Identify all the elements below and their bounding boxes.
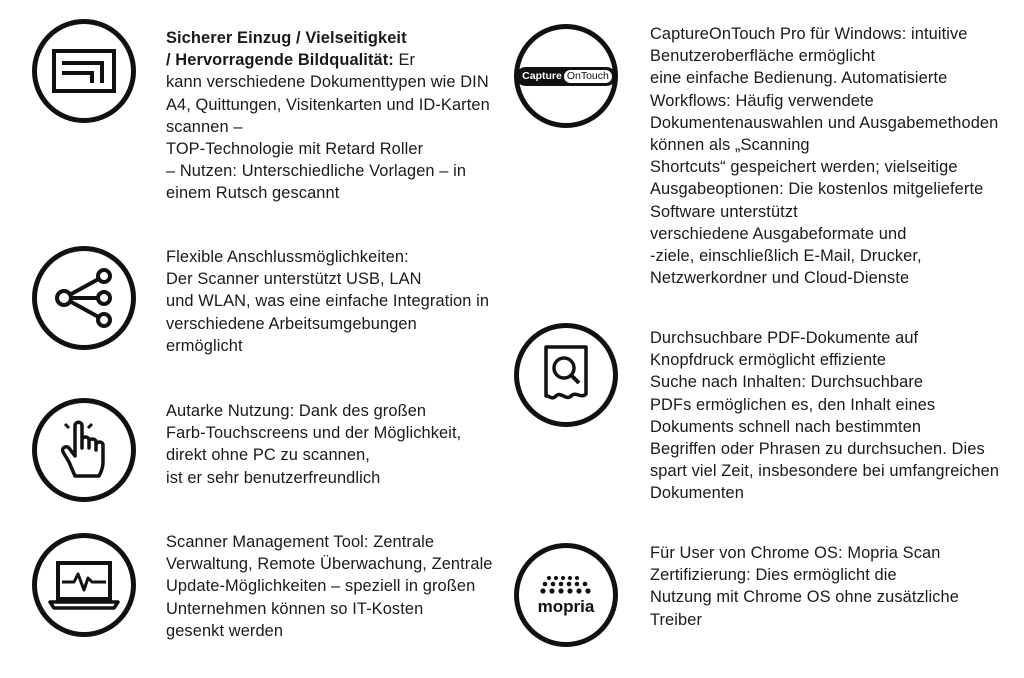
feature-connectivity-text: Flexible Anschlussmöglichkeiten: Der Scanner unterstützt USB, LAN und WLAN, was eine einfache Integration in verschiedene Arbeitsumgebungen ermöglicht — [166, 248, 490, 355]
laptop-monitoring-icon — [32, 533, 136, 637]
document-scan-icon — [32, 19, 136, 123]
feature-management-text: Scanner Management Tool: Zentrale Verwaltung, Remote Überwachung, Zentrale Update-Möglichkeiten – speziell in großen Unternehmen können so IT-Kosten gesenkt werden — [166, 533, 493, 640]
document-search-icon — [514, 323, 618, 427]
feature-intake-body: Er kann verschiedene Dokumenttypen wie DIN A4, Quittungen, Visitenkarten und ID-Karten scannen – TOP-Technologie mit Retard Roller – Nutzen: Unterschiedliche Vorlagen – in einem Rutsch gescannt — [166, 51, 490, 203]
captureontouch-logo-right: OnTouch — [564, 70, 612, 83]
mopria-logo-text: mopria — [537, 597, 595, 616]
feature-captureontouch-text: CaptureOnTouch Pro für Windows: intuitive Benutzeroberfläche ermöglicht eine einfache Bedienung. Automatisierte Workflows: Häufig verwendete Dokumentenauswahlen und Ausgabemethoden können als „Scanning Shortcuts“ gespeichert werden; vielseitige Ausgabeoptionen: Die kostenlos mitgelieferte Software unterstützt verschiedene Ausgabeformate und -ziele, einschließlich E-Mail, Drucker, Netzwerkordner und Cloud-Dienste — [650, 25, 999, 288]
mopria-logo-icon — [514, 543, 618, 647]
feature-standalone-text: Autarke Nutzung: Dank des großen Farb-Touchscreens und der Möglichkeit, direkt ohne PC zu scannen, ist er sehr benutzerfreundlich — [166, 402, 462, 487]
share-network-icon — [32, 246, 136, 350]
feature-intake-text — [166, 27, 496, 205]
captureontouch-logo-left: Capture — [522, 69, 562, 82]
captureontouch-logo-icon — [514, 24, 618, 128]
feature-intake-title: Sicherer Einzug / Vielseitigkeit / Hervorragende Bildqualität: — [166, 29, 407, 70]
feature-searchable-pdf-text: Durchsuchbare PDF-Dokumente auf Knopfdruck ermöglicht effiziente Suche nach Inhalten: Durchsuchbare PDFs ermöglichen es, den Inhalt eines Dokuments schnell nach bestimmten Begriffen oder Phrasen zu durchsuchen. Dies spart viel Zeit, insbesondere bei umfangreichen Dokumenten — [650, 329, 1000, 503]
touch-hand-icon — [32, 398, 136, 502]
feature-chrome-os-text: Für User von Chrome OS: Mopria Scan Zertifizierung: Dies ermöglicht die Nutzung mit Chrome OS ohne zusätzliche Treiber — [650, 544, 959, 629]
